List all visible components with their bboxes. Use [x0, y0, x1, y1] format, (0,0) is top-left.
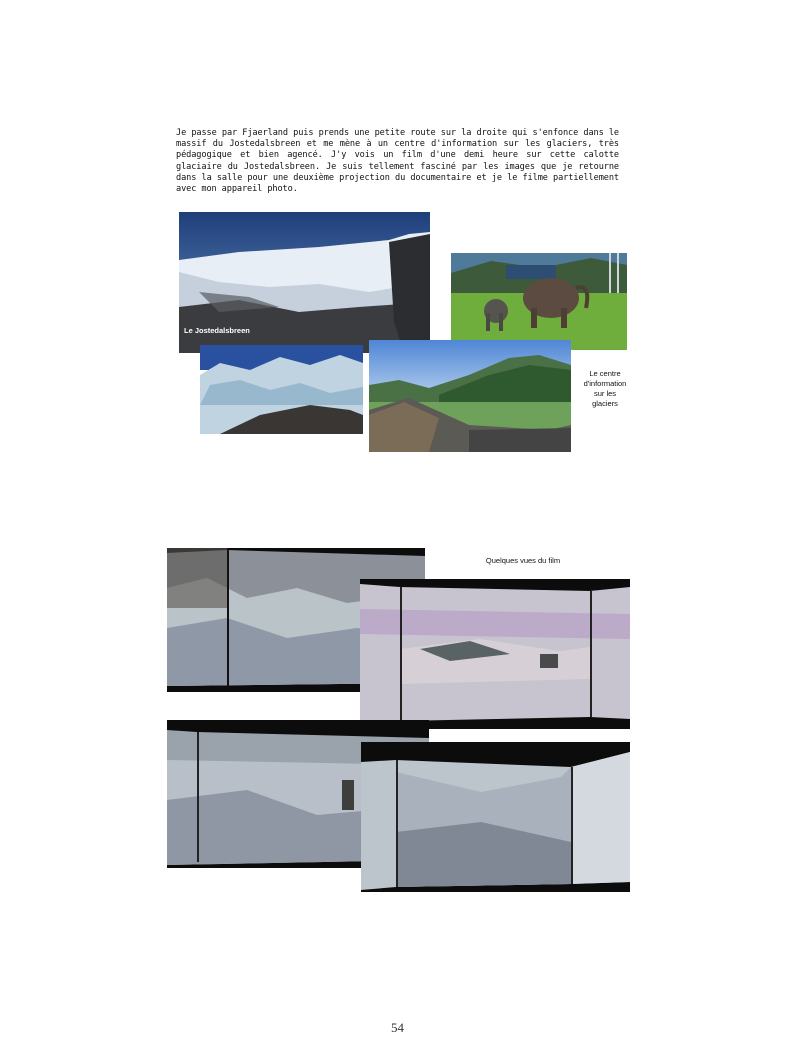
film-still-2 — [360, 579, 630, 729]
body-paragraph: Je passe par Fjaerland puis prends une petite route sur la droite qui s'enfonce dans le massif du Jostedalsbreen et me mène à un centre d'information sur les glaciers, très pédagogique et bien agencé. J'y vois un film d'une demi heure sur cette calotte glaciaire du Jostedalsbreen. Je suis tellement fasciné par les images que je retourne dans la salle pour une deuxième projection du documentaire et je le filme partiellement avec mon appareil photo. — [176, 128, 619, 195]
centre-photo — [369, 340, 571, 452]
page-number: 54 — [391, 1020, 404, 1035]
centre-caption: Le centre d'information sur les glaciers — [583, 369, 627, 408]
ice-closeup-photo — [200, 345, 363, 434]
film-still-4 — [361, 742, 630, 892]
mammoth-photo — [451, 253, 627, 350]
glacier-caption: Le Jostedalsbreen — [184, 326, 250, 335]
film-caption: Quelques vues du film — [485, 556, 561, 565]
